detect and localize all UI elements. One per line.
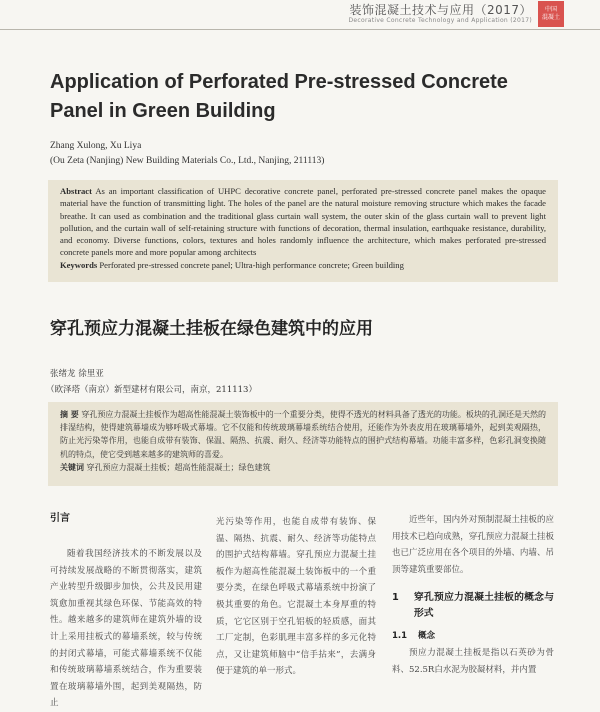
english-abstract-box xyxy=(48,180,558,282)
journal-header xyxy=(0,0,600,30)
body-paragraph-continued: 光污染等作用，也能自成带有装饰、保温、隔热、抗震、耐久、经济等功能特点的围护式结构幕墙。穿孔预应力混凝土挂板作为超高性能混凝土装饰板中的一个重要分类，在绿色呼吸式幕墙系统中扮演了极其重要的角色。它混凝土本身厚重的特质，它它区别于空孔铝板的轻质感，面其工厂定制，色彩肌理丰富多样的多元化特点，又让建筑师脑中“信手拈来”，去满身便于建筑的单一形式。 xyxy=(216,517,376,677)
section-1-title: 穿孔预应力混凝土挂板的概念与形式 xyxy=(414,592,554,620)
chinese-affiliation: （欧泽塔（南京）新型建材有限公司，南京，211113） xyxy=(46,385,257,395)
chinese-abstract-box xyxy=(48,402,558,486)
body-column-1 xyxy=(50,512,202,712)
journal-title: 装饰混凝土技术与应用（2017） xyxy=(349,3,532,17)
english-abstract-text: As an important classification of UHPC decorative concrete panel, perforated pre-stressed concrete panel makes the opaque material have the function of transmitting light. The holes of the panel are the natural moisture removing structure which makes the facade breathe. It can used as combination and the traditional glass curtain wall system, the outer skin of the glass curtain wall to prevent light pollution, and the curtain wall of self-retaining structure with functions of decoration, thermal insulation, earthquake resistance, durability, and economy. Diverse functions, colors, textures and holes randomly influence the architecture, which makes perforated pre-stressed concrete panels more and more popular among architects xyxy=(60,186,546,258)
body-paragraph-col3: 近些年，国内外对预制混凝土挂板的应用技术已趋向成熟，穿孔预应力混凝土挂板也已广泛应用在各个项目的外墙、内墙、吊顶等建筑重要部位。 xyxy=(392,515,554,575)
subsection-1-1-heading xyxy=(392,628,554,645)
journal-subtitle: Decorative Concrete Technology and Application (2017) xyxy=(348,17,532,24)
chinese-keywords-text: 穿孔预应力混凝土挂板；超高性能混凝土；绿色建筑 xyxy=(86,462,271,472)
chinese-keywords-label: 关键词 xyxy=(60,461,84,472)
journal-logo-line2: 混凝土 xyxy=(541,14,560,21)
introduction-paragraph: 随着我国经济技术的不断发展以及可持续发展战略的不断贯彻落实，建筑产业转型升级脚步加快，公共及民用建筑愈加重视其绿色环保、节能高效的特性。越来越多的建筑师在建筑外墙的设计上采用挂板式的幕墙系统，较与传统的封闭式幕墙，可能式幕墙系统不仅能和传统玻璃幕墙系统结合，作为重要装置在玻璃幕墙外围，起到美观隔热，防止 xyxy=(50,549,202,709)
section-1-number: 1 xyxy=(392,592,399,604)
chinese-abstract-label: 摘 要 xyxy=(60,409,79,419)
body-column-2 xyxy=(216,514,376,680)
subsection-paragraph: 预应力混凝土挂板是指以石英砂为骨料、52.5R白水泥为胶凝材料，并内置 xyxy=(392,647,554,675)
english-affiliation: (Ou Zeta (Nanjing) New Building Materials Co., Ltd., Nanjing, 211113) xyxy=(50,156,325,166)
journal-logo xyxy=(538,1,564,27)
english-keywords-label: Keywords xyxy=(60,259,98,270)
english-title: Application of Perforated Pre-stressed Concrete Panel in Green Building xyxy=(50,71,508,122)
journal-logo-line1: 中国 xyxy=(544,6,557,13)
chinese-authors: 张绪龙 徐里亚 xyxy=(50,369,104,379)
english-authors: Zhang Xulong, Xu Liya xyxy=(50,141,142,151)
english-keywords-text: Perforated pre-stressed concrete panel; Ultra-high performance concrete; Green building xyxy=(99,259,404,270)
chinese-abstract-text: 穿孔预应力混凝土挂板作为超高性能混凝土装饰板中的一个重要分类，使得不透光的材料具备了透光的功能。板块的孔洞还是天然的排湿结构，使得建筑幕墙成为够呼吸式幕墙。它不仅能和传统玻璃幕墙系统结合使用，还能作为外表皮用在玻璃幕墙外，起到美观隔热，防止光污染等作用，也能自成带有装饰、保温、隔热、抗震、耐久、经济等功能特点的围护式结构幕墙。功能丰富多样，色彩孔洞变换随机的特点，使它受到越来越多的建筑师的喜爱。 xyxy=(60,410,546,459)
section-1-heading xyxy=(392,590,554,622)
chinese-keywords xyxy=(60,461,546,474)
english-keywords xyxy=(60,259,546,271)
chinese-title: 穿孔预应力混凝土挂板在绿色建筑中的应用 xyxy=(50,319,373,339)
subsection-title: 概念 xyxy=(418,631,436,642)
subsection-number: 1.1 xyxy=(392,631,408,642)
english-abstract-label: Abstract xyxy=(60,186,92,196)
introduction-heading: 引言 xyxy=(50,513,70,524)
body-column-3 xyxy=(392,512,554,678)
